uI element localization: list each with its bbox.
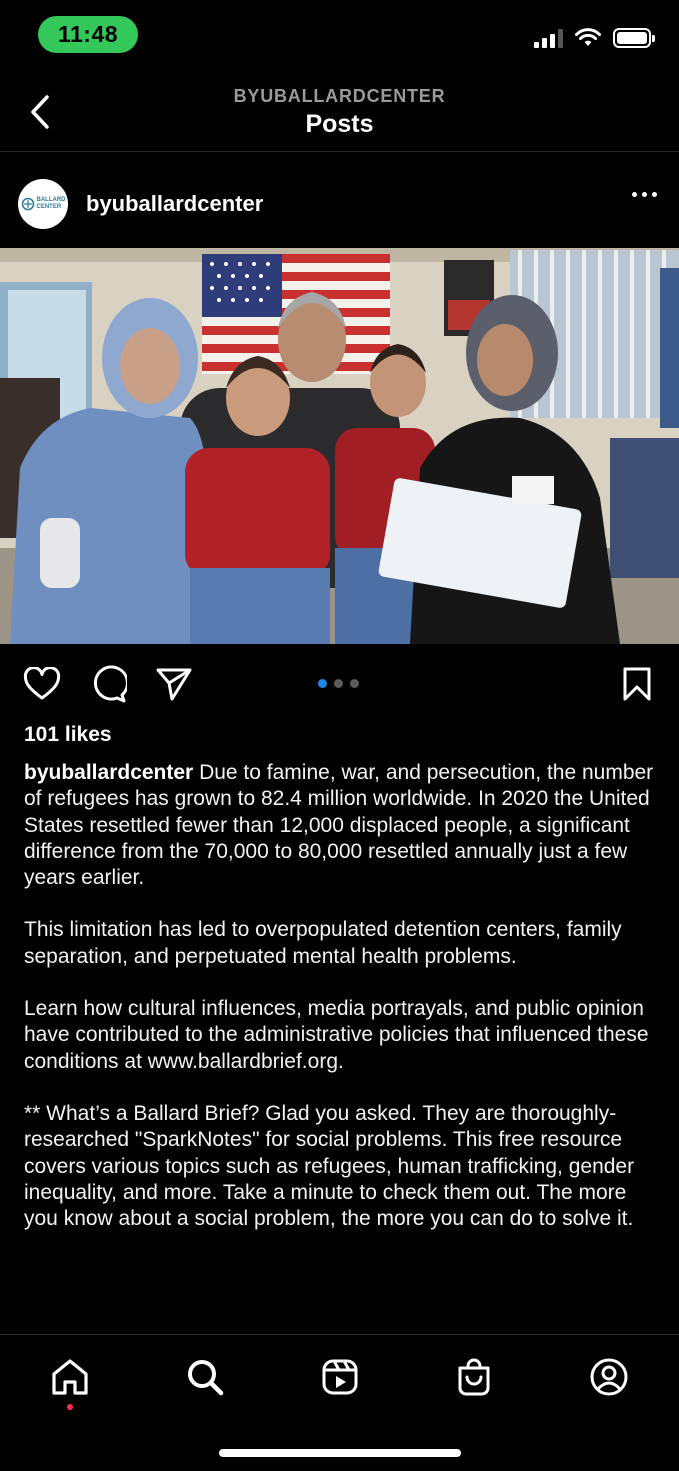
comment-button[interactable]	[88, 664, 128, 704]
header-account: BYUBALLARDCENTER	[233, 86, 446, 106]
comment-icon	[89, 665, 127, 703]
carousel-dot-3	[350, 679, 359, 688]
bookmark-icon	[621, 666, 653, 702]
nav-header	[0, 72, 679, 152]
more-options-button[interactable]	[632, 192, 657, 197]
heart-icon	[23, 667, 61, 701]
search-icon	[185, 1357, 225, 1397]
tab-profile[interactable]	[587, 1355, 631, 1399]
like-button[interactable]	[22, 664, 62, 704]
post-header	[0, 152, 679, 248]
share-button[interactable]	[154, 664, 194, 704]
shopping-bag-icon	[454, 1357, 494, 1397]
caption-paragraph-4: ** What’s a Ballard Brief? Glad you asked. They are thoroughly-researched "SparkNotes" for social problems. This free resource covers various topics such as refugees, human trafficking, gender inequality, and more. Take a minute to check them out. The more you know about a social problem, the more you can do to solve it.	[24, 1101, 635, 1231]
wifi-icon	[575, 28, 601, 48]
caption-username[interactable]: byuballardcenter	[24, 761, 194, 784]
profile-icon	[589, 1357, 629, 1397]
status-icons	[534, 28, 651, 48]
post-username[interactable]: byuballardcenter	[86, 191, 264, 216]
carousel-indicator	[318, 679, 359, 688]
page-title: Posts	[305, 110, 374, 138]
likes-count[interactable]: 101 likes	[24, 723, 112, 746]
status-bar	[0, 0, 679, 72]
tab-search[interactable]	[183, 1355, 227, 1399]
tab-shop[interactable]	[452, 1355, 496, 1399]
reels-icon	[320, 1357, 360, 1397]
post-caption	[24, 760, 659, 1258]
caption-paragraph-1	[24, 760, 659, 891]
carousel-dot-1	[318, 679, 327, 688]
tab-home[interactable]	[48, 1355, 92, 1399]
post-image[interactable]	[0, 248, 679, 644]
post-actions	[0, 660, 679, 708]
caption-paragraph-3: Learn how cultural influences, media portrayals, and public opinion have contributed to the administrative policies that influenced these conditions at www.ballardbrief.org.	[24, 997, 649, 1073]
paper-plane-icon	[155, 666, 193, 702]
carousel-dot-2	[334, 679, 343, 688]
bottom-tab-bar	[0, 1334, 679, 1471]
refugee-family-photo	[0, 248, 679, 644]
save-button[interactable]	[617, 664, 657, 704]
notification-dot	[67, 1404, 73, 1410]
home-icon	[50, 1357, 90, 1397]
status-time: 11:48	[38, 16, 138, 53]
caption-text-1: Due to famine, war, and persecution, the number of refugees has grown to 82.4 million worldwide. In 2020 the United States resettled fewer than 12,000 displaced people, a significant difference from the 70,000 to 80,000 resettled annually just a few years earlier.	[24, 761, 654, 890]
battery-icon	[613, 28, 651, 48]
home-indicator	[219, 1449, 461, 1457]
avatar-text-line2: CENTER	[36, 204, 62, 210]
ballard-logo-icon	[21, 197, 35, 211]
cellular-signal-icon	[534, 28, 563, 48]
avatar-text-line1: BALLARD	[36, 197, 66, 203]
tab-reels[interactable]	[318, 1355, 362, 1399]
avatar[interactable]	[18, 179, 68, 229]
more-horizontal-icon	[632, 192, 637, 197]
caption-paragraph-2: This limitation has led to overpopulated detention centers, family separation, and perpetuated mental health problems.	[24, 918, 622, 968]
